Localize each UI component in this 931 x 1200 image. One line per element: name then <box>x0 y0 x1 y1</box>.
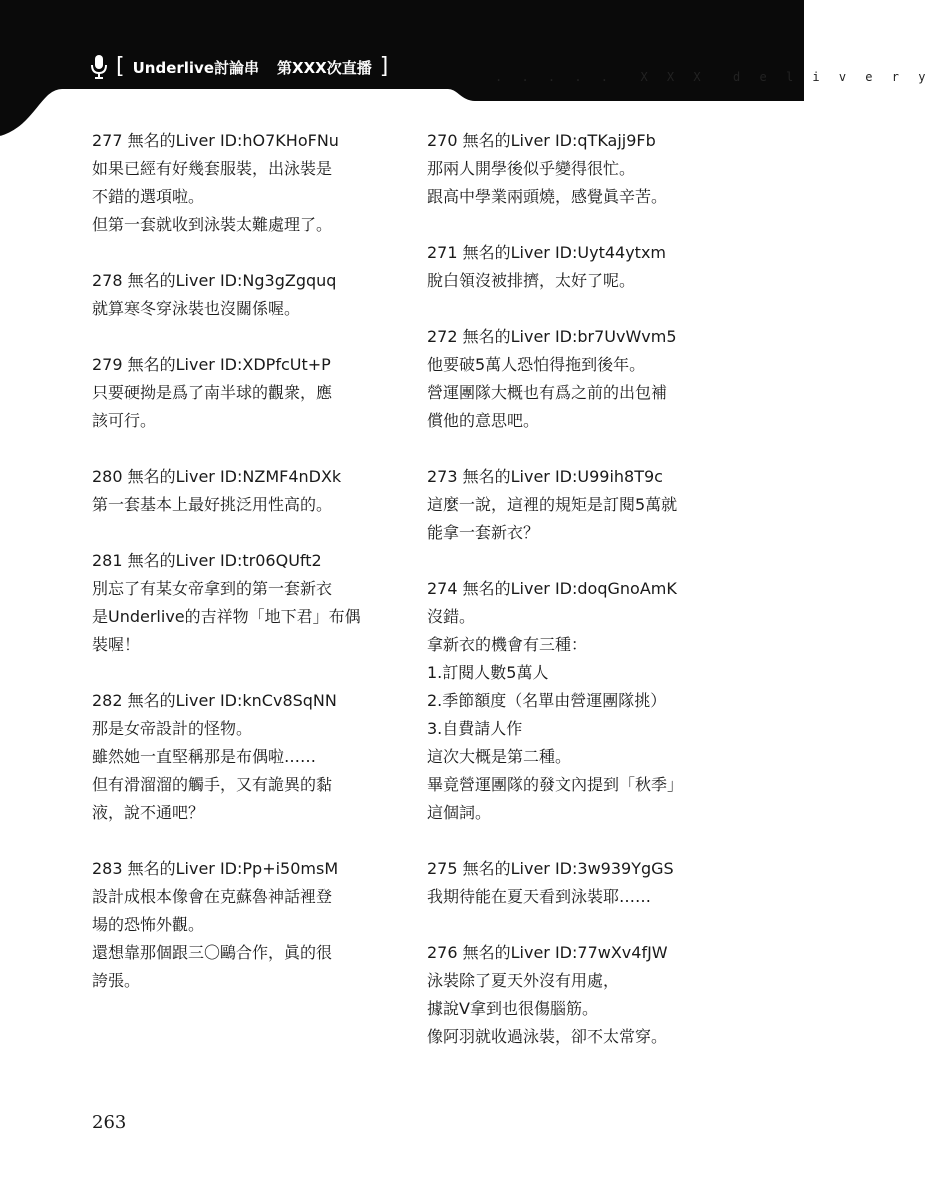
post-header: 279 無名的Liver ID:XDPfcUt+P <box>92 355 331 374</box>
post-line: 但第一套就收到泳裝太難處理了。 <box>92 215 333 234</box>
post-line: 畢竟營運團隊的發文內提到「秋季」 <box>427 775 684 794</box>
header-title-bar <box>90 50 388 84</box>
microphone-icon <box>90 54 108 80</box>
page-number: 263 <box>92 1112 127 1133</box>
post-line: 泳裝除了夏天外沒有用處， <box>427 971 620 990</box>
post-line: 場的恐怖外觀。 <box>92 915 205 934</box>
post-header: 282 無名的Liver ID:knCv8SqNN <box>92 691 337 710</box>
post-line: 誇張。 <box>92 971 141 990</box>
post-header: 283 無名的Liver ID:Pp+i50msM <box>92 859 339 878</box>
post-header: 281 無名的Liver ID:tr06QUft2 <box>92 551 322 570</box>
post-header: 272 無名的Liver ID:br7UvWvm5 <box>427 327 677 346</box>
post <box>92 687 382 827</box>
post-line: 裝喔！ <box>92 635 141 654</box>
post <box>92 547 382 659</box>
left-bracket: [ <box>116 54 125 79</box>
post-line: 但有滑溜溜的觸手，又有詭異的黏 <box>92 775 333 794</box>
post-header: 277 無名的Liver ID:hO7KHoFNu <box>92 131 339 150</box>
thread-title: Underlive討論串 <box>132 58 259 77</box>
post <box>92 855 382 995</box>
post-line: 還想靠那個跟三〇鷗合作，眞的很 <box>92 943 333 962</box>
post-line: 第一套基本上最好挑泛用性高的。 <box>92 495 333 514</box>
post-line: 營運團隊大概也有爲之前的出包補 <box>427 383 668 402</box>
post-line: 2.季節額度（名單由營運團隊挑） <box>427 691 667 710</box>
post-line: 這次大概是第二種。 <box>427 747 572 766</box>
post-line: 只要硬拗是爲了南半球的觀衆，應 <box>92 383 333 402</box>
post <box>427 855 717 911</box>
post-line: 那兩人開學後似乎變得很忙。 <box>427 159 636 178</box>
post-line: 不錯的選項啦。 <box>92 187 205 206</box>
post <box>427 939 717 1051</box>
post-line: 能拿一套新衣？ <box>427 523 540 542</box>
post-line: 別忘了有某女帝拿到的第一套新衣 <box>92 579 333 598</box>
post <box>92 351 382 435</box>
post-header: 275 無名的Liver ID:3w939YgGS <box>427 859 674 878</box>
post-header: 278 無名的Liver ID:Ng3gZgquq <box>92 271 337 290</box>
post <box>427 239 717 295</box>
post-line: 如果已經有好幾套服裝，出泳裝是 <box>92 159 333 178</box>
post <box>92 127 382 239</box>
post-line: 償他的意思吧。 <box>427 411 540 430</box>
post-line: 脫白領沒被排擠，太好了呢。 <box>427 271 636 290</box>
delivery-subtitle: . . . . . X X X d e l i v e r y <box>495 70 931 84</box>
right-bracket: ] <box>379 54 389 79</box>
post-line: 這個詞。 <box>427 803 492 822</box>
post-header: 280 無名的Liver ID:NZMF4nDXk <box>92 467 342 486</box>
post-header: 271 無名的Liver ID:Uyt44ytxm <box>427 243 667 262</box>
post-line: 3.自費請人作 <box>427 719 523 738</box>
post-line: 沒錯。 <box>427 607 476 626</box>
post-line: 是Underlive的吉祥物「地下君」布偶 <box>92 607 361 626</box>
right-column <box>427 127 717 1079</box>
post-line: 該可行。 <box>92 411 157 430</box>
post-header: 270 無名的Liver ID:qTKajj9Fb <box>427 131 656 150</box>
post-line: 1.訂閱人數5萬人 <box>427 663 549 682</box>
post-line: 這麼一說，這裡的規矩是訂閱5萬就 <box>427 495 678 514</box>
post-line: 設計成根本像會在克蘇魯神話裡登 <box>92 887 333 906</box>
post-header: 276 無名的Liver ID:77wXv4fJW <box>427 943 668 962</box>
post-header: 273 無名的Liver ID:U99ih8T9c <box>427 467 663 486</box>
post-line: 就算寒冬穿泳裝也沒關係喔。 <box>92 299 301 318</box>
post-line: 拿新衣的機會有三種： <box>427 635 588 654</box>
post <box>427 127 717 211</box>
post-line: 據說V拿到也很傷腦筋。 <box>427 999 598 1018</box>
post-line: 跟高中學業兩頭燒，感覺眞辛苦。 <box>427 187 668 206</box>
post-line: 他要破5萬人恐怕得拖到後年。 <box>427 355 646 374</box>
left-column <box>92 127 382 1023</box>
post-line: 我期待能在夏天看到泳裝耶…… <box>427 887 652 906</box>
post <box>427 323 717 435</box>
post-line: 像阿羽就收過泳裝，卻不太常穿。 <box>427 1027 668 1046</box>
episode-label: 第XXX次直播 <box>277 58 372 77</box>
post <box>427 575 717 827</box>
post-line: 那是女帝設計的怪物。 <box>92 719 253 738</box>
post <box>92 267 382 323</box>
post-line: 雖然她一直堅稱那是布偶啦…… <box>92 747 317 766</box>
post <box>427 463 717 547</box>
post <box>92 463 382 519</box>
post-header: 274 無名的Liver ID:doqGnoAmK <box>427 579 677 598</box>
post-line: 液，說不通吧？ <box>92 803 205 822</box>
